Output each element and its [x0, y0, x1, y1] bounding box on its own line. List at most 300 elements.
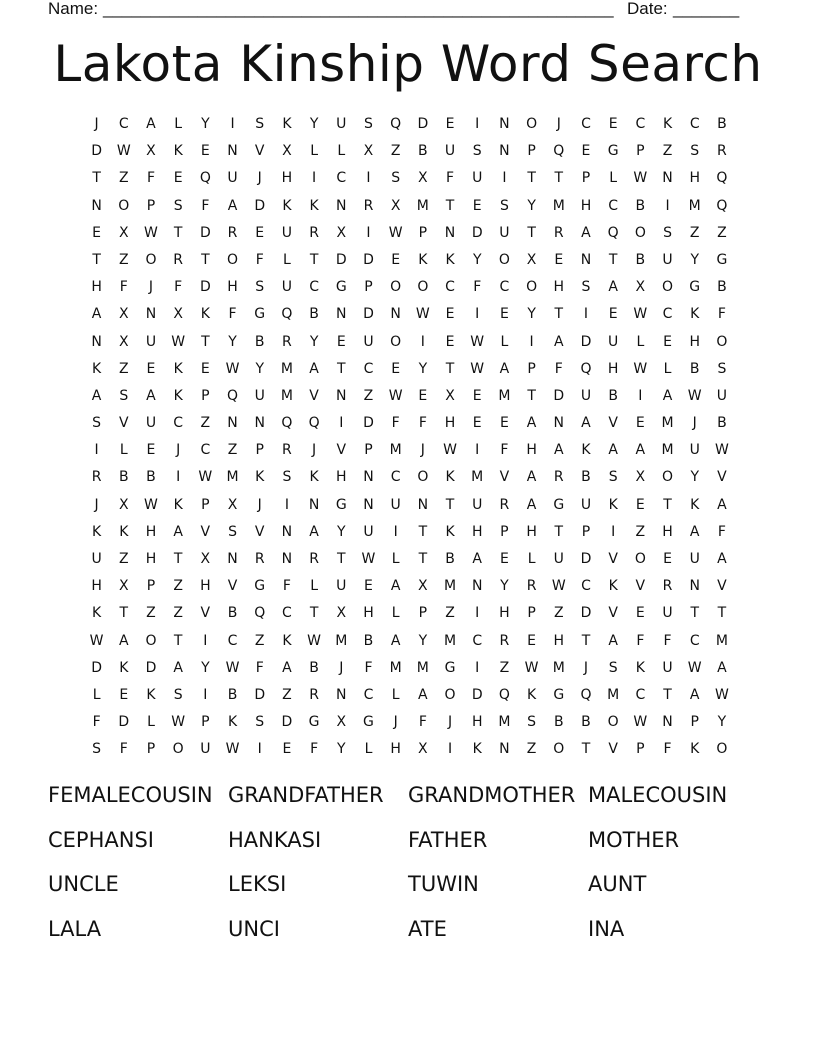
grid-cell: A	[309, 360, 319, 377]
grid-cell: T	[445, 197, 455, 214]
grid-cell: O	[662, 469, 674, 486]
grid-cell: P	[364, 279, 373, 296]
grid-cell: Y	[337, 741, 346, 758]
grid-cell: E	[364, 578, 373, 595]
grid-cell: L	[310, 143, 318, 160]
grid-cell: K	[690, 741, 700, 758]
grid-cell: E	[663, 551, 672, 567]
grid-cell: E	[391, 360, 401, 377]
grid-cell: B	[363, 632, 374, 649]
grid-cell: N	[499, 741, 510, 758]
grid-cell: A	[390, 578, 401, 595]
grid-cell: L	[636, 333, 645, 350]
grid-cell: O	[716, 333, 728, 350]
grid-cell: E	[445, 116, 455, 132]
grid-row	[83, 600, 736, 627]
grid-cell: S	[472, 143, 482, 160]
grid-cell: B	[254, 333, 265, 350]
grid-cell: C	[445, 279, 455, 296]
grid-cell: X	[336, 605, 347, 622]
grid-cell: M	[661, 442, 674, 459]
grid-cell: Y	[309, 116, 319, 132]
grid-cell: K	[119, 659, 129, 676]
grid-cell: S	[173, 197, 183, 214]
grid-cell: A	[91, 306, 102, 323]
grid-cell: T	[337, 551, 346, 567]
grid-cell: C	[689, 116, 700, 132]
grid-cell: U	[580, 387, 592, 404]
grid-cell: R	[553, 469, 564, 486]
grid-cell: K	[690, 496, 700, 513]
grid-cell: E	[527, 632, 537, 649]
grid-cell: E	[92, 224, 102, 241]
grid-cell: X	[118, 496, 129, 513]
grid-cell: I	[176, 469, 181, 486]
grid-cell: A	[418, 686, 428, 703]
grid-cell: K	[173, 496, 183, 513]
grid-cell: O	[444, 686, 456, 703]
grid-row	[83, 628, 736, 655]
grid-cell: B	[553, 714, 564, 731]
grid-cell: N	[227, 415, 238, 432]
grid-cell: D	[363, 251, 374, 268]
grid-cell: Y	[309, 333, 319, 350]
grid-cell: X	[118, 333, 129, 350]
grid-cell: S	[255, 116, 265, 132]
grid-cell: G	[254, 306, 266, 323]
grid-cell: A	[390, 632, 401, 649]
grid-cell: D	[363, 306, 374, 323]
grid-cell: T	[92, 251, 101, 268]
grid-cell: X	[363, 143, 374, 160]
grid-row	[83, 709, 736, 736]
grid-cell: P	[636, 741, 645, 758]
grid-cell: S	[527, 714, 537, 731]
grid-cell: A	[717, 496, 727, 513]
grid-cell: U	[662, 659, 673, 676]
grid-cell: L	[147, 714, 155, 731]
grid-cell: Z	[662, 143, 673, 160]
grid-cell: T	[581, 632, 591, 649]
grid-row	[83, 655, 736, 682]
grid-cell: W	[307, 632, 322, 649]
grid-cell: A	[717, 551, 727, 567]
grid-cell: L	[527, 551, 536, 567]
grid-cell: K	[309, 197, 319, 214]
grid-cell: E	[119, 686, 129, 703]
grid-cell: J	[339, 659, 344, 676]
grid-cell: A	[608, 442, 618, 459]
grid-cell: B	[689, 360, 700, 377]
grid-cell: A	[526, 496, 537, 513]
grid-cell: I	[284, 496, 289, 513]
grid-cell: V	[499, 469, 510, 486]
grid-cell: H	[471, 714, 483, 731]
grid-cell: V	[717, 578, 727, 595]
word-list-item: HANKASI	[228, 827, 322, 852]
grid-cell: E	[635, 605, 645, 622]
grid-cell: G	[335, 279, 347, 296]
grid-cell: T	[581, 741, 591, 758]
grid-cell: H	[145, 523, 157, 540]
word-list-item: UNCI	[228, 917, 280, 942]
grid-cell: A	[227, 197, 238, 214]
grid-cell: O	[172, 741, 184, 758]
grid-cell: R	[309, 686, 319, 703]
grid-cell: H	[227, 279, 238, 296]
grid-cell: E	[499, 551, 509, 567]
grid-cell: U	[200, 741, 211, 758]
grid-cell: C	[200, 442, 211, 459]
grid-cell: B	[445, 551, 455, 567]
grid-cell: F	[174, 279, 183, 296]
grid-cell: C	[118, 116, 129, 132]
grid-row	[83, 492, 736, 519]
grid-cell: S	[608, 659, 618, 676]
grid-cell: V	[118, 415, 129, 432]
grid-cell: Z	[118, 551, 129, 567]
grid-cell: I	[529, 333, 534, 350]
grid-cell: N	[308, 496, 320, 513]
grid-cell: R	[662, 578, 673, 595]
grid-cell: I	[638, 387, 643, 404]
grid-cell: I	[502, 170, 507, 187]
grid-cell: A	[91, 387, 102, 404]
grid-cell: P	[146, 578, 156, 595]
grid-cell: S	[282, 469, 292, 486]
grid-cell: W	[388, 387, 403, 404]
grid-cell: Z	[717, 224, 727, 241]
grid-cell: P	[527, 143, 536, 160]
grid-cell: X	[282, 143, 292, 160]
grid-cell: S	[255, 714, 265, 731]
grid-cell: U	[689, 442, 700, 459]
grid-cell: H	[607, 360, 619, 377]
grid-cell: G	[689, 279, 701, 296]
grid-cell: E	[418, 387, 428, 404]
grid-cell: H	[553, 279, 565, 296]
grid-cell: L	[337, 143, 346, 160]
grid-cell: F	[717, 306, 726, 323]
grid-cell: J	[312, 442, 317, 459]
grid-cell: X	[635, 279, 646, 296]
grid-cell: L	[92, 686, 101, 703]
name-label: Name:	[48, 0, 99, 18]
grid-cell: W	[171, 333, 186, 350]
grid-cell: B	[118, 469, 129, 486]
grid-cell: O	[417, 279, 429, 296]
grid-cell: C	[662, 306, 673, 323]
grid-cell: A	[499, 360, 510, 377]
grid-cell: T	[418, 523, 428, 540]
grid-cell: U	[336, 116, 347, 132]
grid-cell: W	[551, 578, 566, 595]
grid-cell: B	[635, 197, 646, 214]
grid-cell: F	[364, 659, 373, 676]
grid-cell: N	[363, 496, 374, 513]
grid-cell: C	[689, 632, 700, 649]
grid-cell: O	[417, 469, 429, 486]
grid-cell: W	[225, 659, 240, 676]
grid-cell: Q	[308, 415, 320, 432]
grid-cell: H	[91, 578, 102, 595]
grid-cell: U	[662, 251, 673, 268]
grid-cell: V	[608, 551, 618, 567]
word-list-row	[48, 778, 768, 823]
grid-cell: R	[254, 551, 265, 567]
grid-cell: C	[363, 686, 374, 703]
grid-cell: O	[145, 251, 157, 268]
grid-cell: Z	[689, 224, 700, 241]
grid-cell: K	[445, 251, 455, 268]
grid-cell: I	[366, 170, 371, 187]
grid-cell: P	[146, 741, 156, 758]
grid-cell: B	[635, 251, 646, 268]
grid-cell: V	[717, 469, 727, 486]
grid-cell: K	[472, 741, 482, 758]
grid-cell: H	[200, 578, 211, 595]
grid-cell: C	[581, 578, 591, 595]
word-list-item: MOTHER	[588, 827, 680, 852]
grid-cell: N	[227, 551, 238, 567]
grid-cell: O	[716, 741, 728, 758]
grid-cell: B	[608, 387, 618, 404]
grid-cell: X	[200, 551, 211, 567]
grid-cell: P	[418, 224, 428, 241]
grid-cell: I	[420, 333, 425, 350]
grid-cell: T	[717, 605, 727, 622]
grid-cell: U	[281, 279, 293, 296]
grid-cell: W	[144, 224, 158, 241]
grid-row	[83, 165, 736, 192]
grid-cell: P	[690, 714, 699, 731]
grid-cell: W	[524, 659, 539, 676]
grid-cell: V	[608, 415, 618, 432]
grid-cell: T	[201, 251, 210, 268]
grid-cell: N	[336, 197, 347, 214]
grid-cell: S	[92, 741, 102, 758]
grid-cell: K	[200, 306, 210, 323]
grid-cell: F	[119, 741, 128, 758]
grid-cell: W	[687, 659, 702, 676]
grid-cell: W	[443, 442, 457, 459]
grid-cell: M	[280, 360, 293, 377]
grid-cell: Z	[118, 360, 129, 377]
grid-cell: O	[498, 251, 510, 268]
grid-cell: W	[470, 333, 485, 350]
grid-cell: U	[145, 415, 157, 432]
grid-cell: N	[254, 415, 265, 432]
grid-cell: Y	[418, 632, 428, 649]
grid-cell: R	[91, 469, 102, 486]
grid-cell: E	[146, 360, 156, 377]
grid-cell: L	[391, 605, 400, 622]
grid-cell: T	[527, 170, 536, 187]
grid-cell: V	[608, 741, 618, 758]
grid-cell: E	[472, 415, 482, 432]
grid-cell: O	[526, 279, 538, 296]
grid-cell: B	[227, 605, 238, 622]
grid-cell: O	[227, 251, 239, 268]
word-list-item: FEMALECOUSIN	[48, 783, 213, 807]
grid-row	[83, 437, 736, 464]
grid-cell: W	[116, 143, 131, 160]
grid-cell: K	[92, 605, 102, 622]
grid-cell: D	[553, 387, 565, 404]
grid-cell: S	[119, 387, 129, 404]
grid-cell: M	[688, 197, 701, 214]
grid-row	[83, 682, 736, 709]
grid-cell: J	[420, 442, 425, 459]
grid-cell: L	[663, 360, 672, 377]
grid-cell: Z	[635, 523, 646, 540]
grid-cell: Z	[499, 659, 510, 676]
grid-cell: F	[473, 279, 482, 296]
grid-cell: D	[471, 686, 483, 703]
grid-cell: K	[635, 659, 645, 676]
grid-cell: T	[663, 686, 672, 703]
grid-cell: E	[200, 143, 210, 160]
grid-cell: K	[608, 578, 618, 595]
grid-cell: F	[391, 415, 400, 432]
grid-cell: E	[608, 116, 618, 132]
grid-cell: J	[393, 714, 398, 731]
grid-cell: K	[119, 523, 129, 540]
grid-cell: I	[257, 741, 262, 758]
grid-cell: X	[336, 714, 347, 731]
grid-cell: U	[608, 333, 619, 350]
grid-cell: N	[363, 469, 374, 486]
grid-cell: G	[308, 714, 320, 731]
grid-cell: M	[416, 659, 429, 676]
grid-row	[83, 519, 736, 546]
grid-cell: S	[92, 415, 102, 432]
grid-cell: J	[176, 442, 181, 459]
grid-cell: U	[444, 143, 456, 160]
grid-cell: F	[201, 197, 210, 214]
grid-cell: M	[661, 415, 674, 432]
grid-cell: H	[471, 523, 483, 540]
grid-cell: Z	[200, 415, 211, 432]
grid-cell: D	[118, 714, 130, 731]
grid-cell: K	[146, 686, 156, 703]
grid-cell: A	[472, 551, 482, 567]
grid-cell: W	[361, 551, 376, 567]
grid-cell: Q	[716, 170, 728, 187]
grid-cell: O	[390, 279, 402, 296]
grid-cell: M	[335, 632, 348, 649]
grid-cell: M	[443, 578, 457, 595]
grid-cell: E	[282, 741, 292, 758]
grid-cell: I	[665, 197, 670, 214]
grid-cell: A	[553, 442, 564, 459]
grid-cell: E	[255, 224, 265, 241]
grid-cell: U	[499, 224, 510, 241]
grid-cell: L	[119, 442, 128, 459]
grid-cell: X	[227, 496, 238, 513]
grid-cell: H	[91, 279, 102, 296]
grid-cell: K	[255, 469, 265, 486]
grid-cell: Q	[580, 360, 592, 377]
grid-cell: P	[636, 143, 645, 160]
grid-cell: I	[447, 741, 453, 758]
grid-cell: X	[118, 306, 129, 323]
grid-cell: S	[717, 360, 727, 377]
grid-cell: X	[445, 387, 455, 404]
grid-cell: E	[445, 306, 455, 323]
grid-cell: N	[471, 578, 483, 595]
grid-cell: V	[336, 442, 347, 459]
grid-cell: I	[203, 632, 208, 649]
grid-cell: C	[282, 605, 292, 622]
grid-cell: A	[717, 659, 727, 676]
grid-cell: X	[173, 306, 183, 323]
grid-cell: A	[282, 659, 292, 676]
grid-cell: W	[633, 306, 648, 323]
grid-cell: N	[553, 415, 565, 432]
grid-cell: T	[92, 170, 101, 187]
grid-cell: K	[527, 686, 537, 703]
grid-cell: T	[418, 551, 428, 567]
grid-cell: E	[581, 143, 591, 160]
grid-cell: M	[471, 469, 484, 486]
grid-cell: T	[554, 523, 564, 540]
grid-cell: M	[498, 387, 511, 404]
grid-cell: Z	[118, 170, 129, 187]
grid-cell: Q	[553, 143, 565, 160]
grid-cell: E	[635, 496, 645, 513]
grid-cell: K	[92, 360, 102, 377]
grid-cell: V	[254, 523, 265, 540]
grid-cell: L	[283, 251, 291, 268]
grid-cell: H	[499, 605, 510, 622]
grid-cell: C	[309, 279, 319, 296]
grid-row	[83, 356, 736, 383]
grid-cell: B	[581, 714, 591, 731]
grid-cell: O	[526, 116, 538, 132]
grid-cell: P	[581, 170, 591, 187]
grid-cell: B	[717, 415, 727, 432]
grid-cell: N	[390, 306, 401, 323]
grid-cell: W	[225, 741, 240, 758]
grid-cell: X	[418, 741, 428, 758]
grid-cell: Y	[690, 469, 699, 486]
grid-cell: Q	[199, 170, 211, 187]
grid-cell: E	[554, 251, 564, 268]
grid-cell: Z	[445, 605, 455, 622]
grid-cell: Q	[498, 686, 510, 703]
grid-cell: Z	[526, 741, 537, 758]
grid-cell: A	[689, 686, 700, 703]
grid-cell: O	[118, 197, 130, 214]
grid-cell: T	[554, 170, 564, 187]
word-list-item: GRANDFATHER	[228, 783, 384, 807]
grid-cell: E	[499, 306, 509, 323]
grid-cell: W	[225, 360, 240, 377]
grid-row	[83, 546, 736, 573]
grid-cell: P	[418, 605, 428, 622]
grid-cell: N	[336, 306, 347, 323]
grid-cell: B	[227, 686, 238, 703]
grid-cell: Q	[580, 686, 592, 703]
grid-cell: B	[581, 469, 591, 486]
grid-cell: S	[255, 279, 265, 296]
grid-cell: B	[717, 279, 727, 296]
grid-cell: Y	[337, 523, 346, 540]
grid-cell: J	[94, 496, 99, 513]
grid-cell: J	[257, 170, 262, 187]
grid-cell: W	[89, 632, 104, 649]
